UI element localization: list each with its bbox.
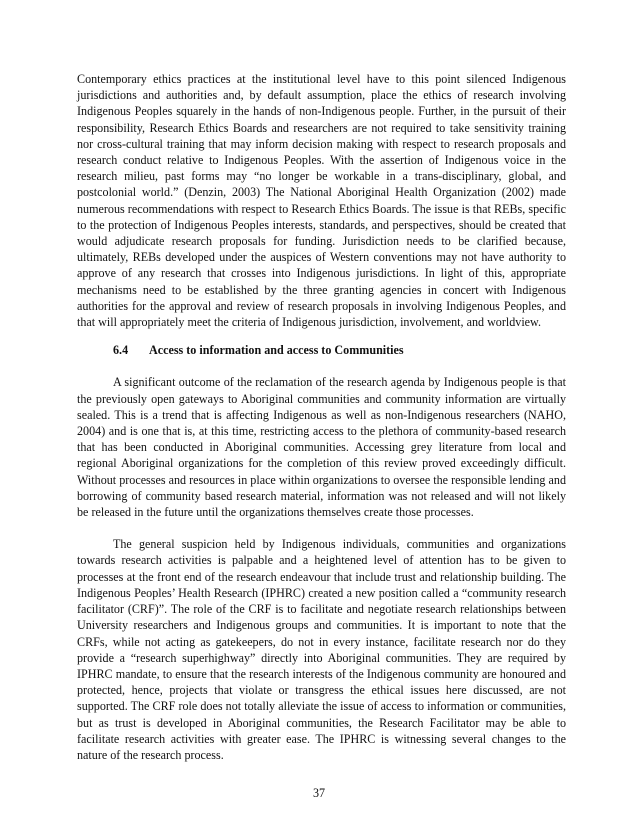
spacer	[77, 358, 566, 374]
section-number: 6.4	[113, 343, 129, 358]
paragraph-ethics-practices: Contemporary ethics practices at the institutional level have to this point silenced Indigenous jurisdictions and authorities and, by default assumption, place the ethics of research involving Indigenous Peoples squarely in the hands of non-Indigenous people. Further, in the pursuit of their responsibility, Research Ethics Boards and researchers are not required to take sensitivity training nor cross-cultural training that may inform decision making with respect to research proposals and research conduct relative to Indigenous Peoples. With the assertion of Indigenous voice in the research milieu, past forms may “no longer be workable in a trans-disciplinary, global, and postcolonial world.” (Denzin, 2003) The National Aboriginal Health Organization (2002) made numerous recommendations with respect to Research Ethics Boards. The issue is that REBs, specific to the protection of Indigenous Peoples interests, standards, and perspectives, should be created that would adjudicate research proposals for funding. Jurisdiction needs to be clarified because, ultimately, REBs developed under the auspices of Western conventions may not have authority to approve of any research that crosses into Indigenous jurisdictions. In light of this, appropriate mechanisms need to be established by the three granting agencies in concert with Indigenous authorities for the approval and review of research proposals in involving Indigenous Peoples, and that will appropriately meet the criteria of Indigenous jurisdiction, involvement, and worldview.	[77, 72, 566, 330]
spacer	[77, 520, 566, 536]
section-title: Access to information and access to Communities	[149, 343, 404, 358]
spacer	[77, 330, 566, 342]
document-page	[77, 71, 566, 763]
paragraph-reclamation: A significant outcome of the reclamation of the research agenda by Indigenous people is that the previously open gateways to Aboriginal communities and community information are virtually sealed. This is a trend that is affecting Indigenous as well as non-Indigenous researchers (NAHO, 2004) and is one that is, at this time, restricting access to the plethora of community-based research that has been conducted in Aboriginal communities. Accessing grey literature from local and regional Aboriginal organizations for the completion of this review proved exceedingly difficult. Without processes and resources in place within organizations to oversee the responsible lending and borrowing of community based research material, information was not released and will not likely be released in the future until the organizations themselves create those processes.	[77, 375, 566, 520]
page-number: 37	[312, 786, 326, 800]
paragraph-general-suspicion: The general suspicion held by Indigenous individuals, communities and organizations towards research activities is palpable and a heightened level of attention has to be given to processes at the front end of the research endeavour that include trust and relationship building. The Indigenous Peoples’ Health Research (IPHRC) created a new position called a “community research facilitator (CRF)”. The role of the CRF is to facilitate and negotiate research relationships between University researchers and Indigenous groups and communities. It is important to note that the CRFs, while not acting as gatekeepers, do not in every instance, facilitate research nor do they provide a “research superhighway” directly into Aboriginal communities. They are required by IPHRC mandate, to ensure that the research interests of the Indigenous community are honoured and protected, hence, projects that violate or transgress the ethical issues here discussed, are not supported. The CRF role does not totally alleviate the issue of access to information or communities, but as trust is developed in Aboriginal communities, the Research Facilitator may be able to facilitate research activities with greater ease. The IPHRC is witnessing several changes to the nature of the research process.	[77, 537, 566, 762]
section-heading	[77, 342, 566, 358]
